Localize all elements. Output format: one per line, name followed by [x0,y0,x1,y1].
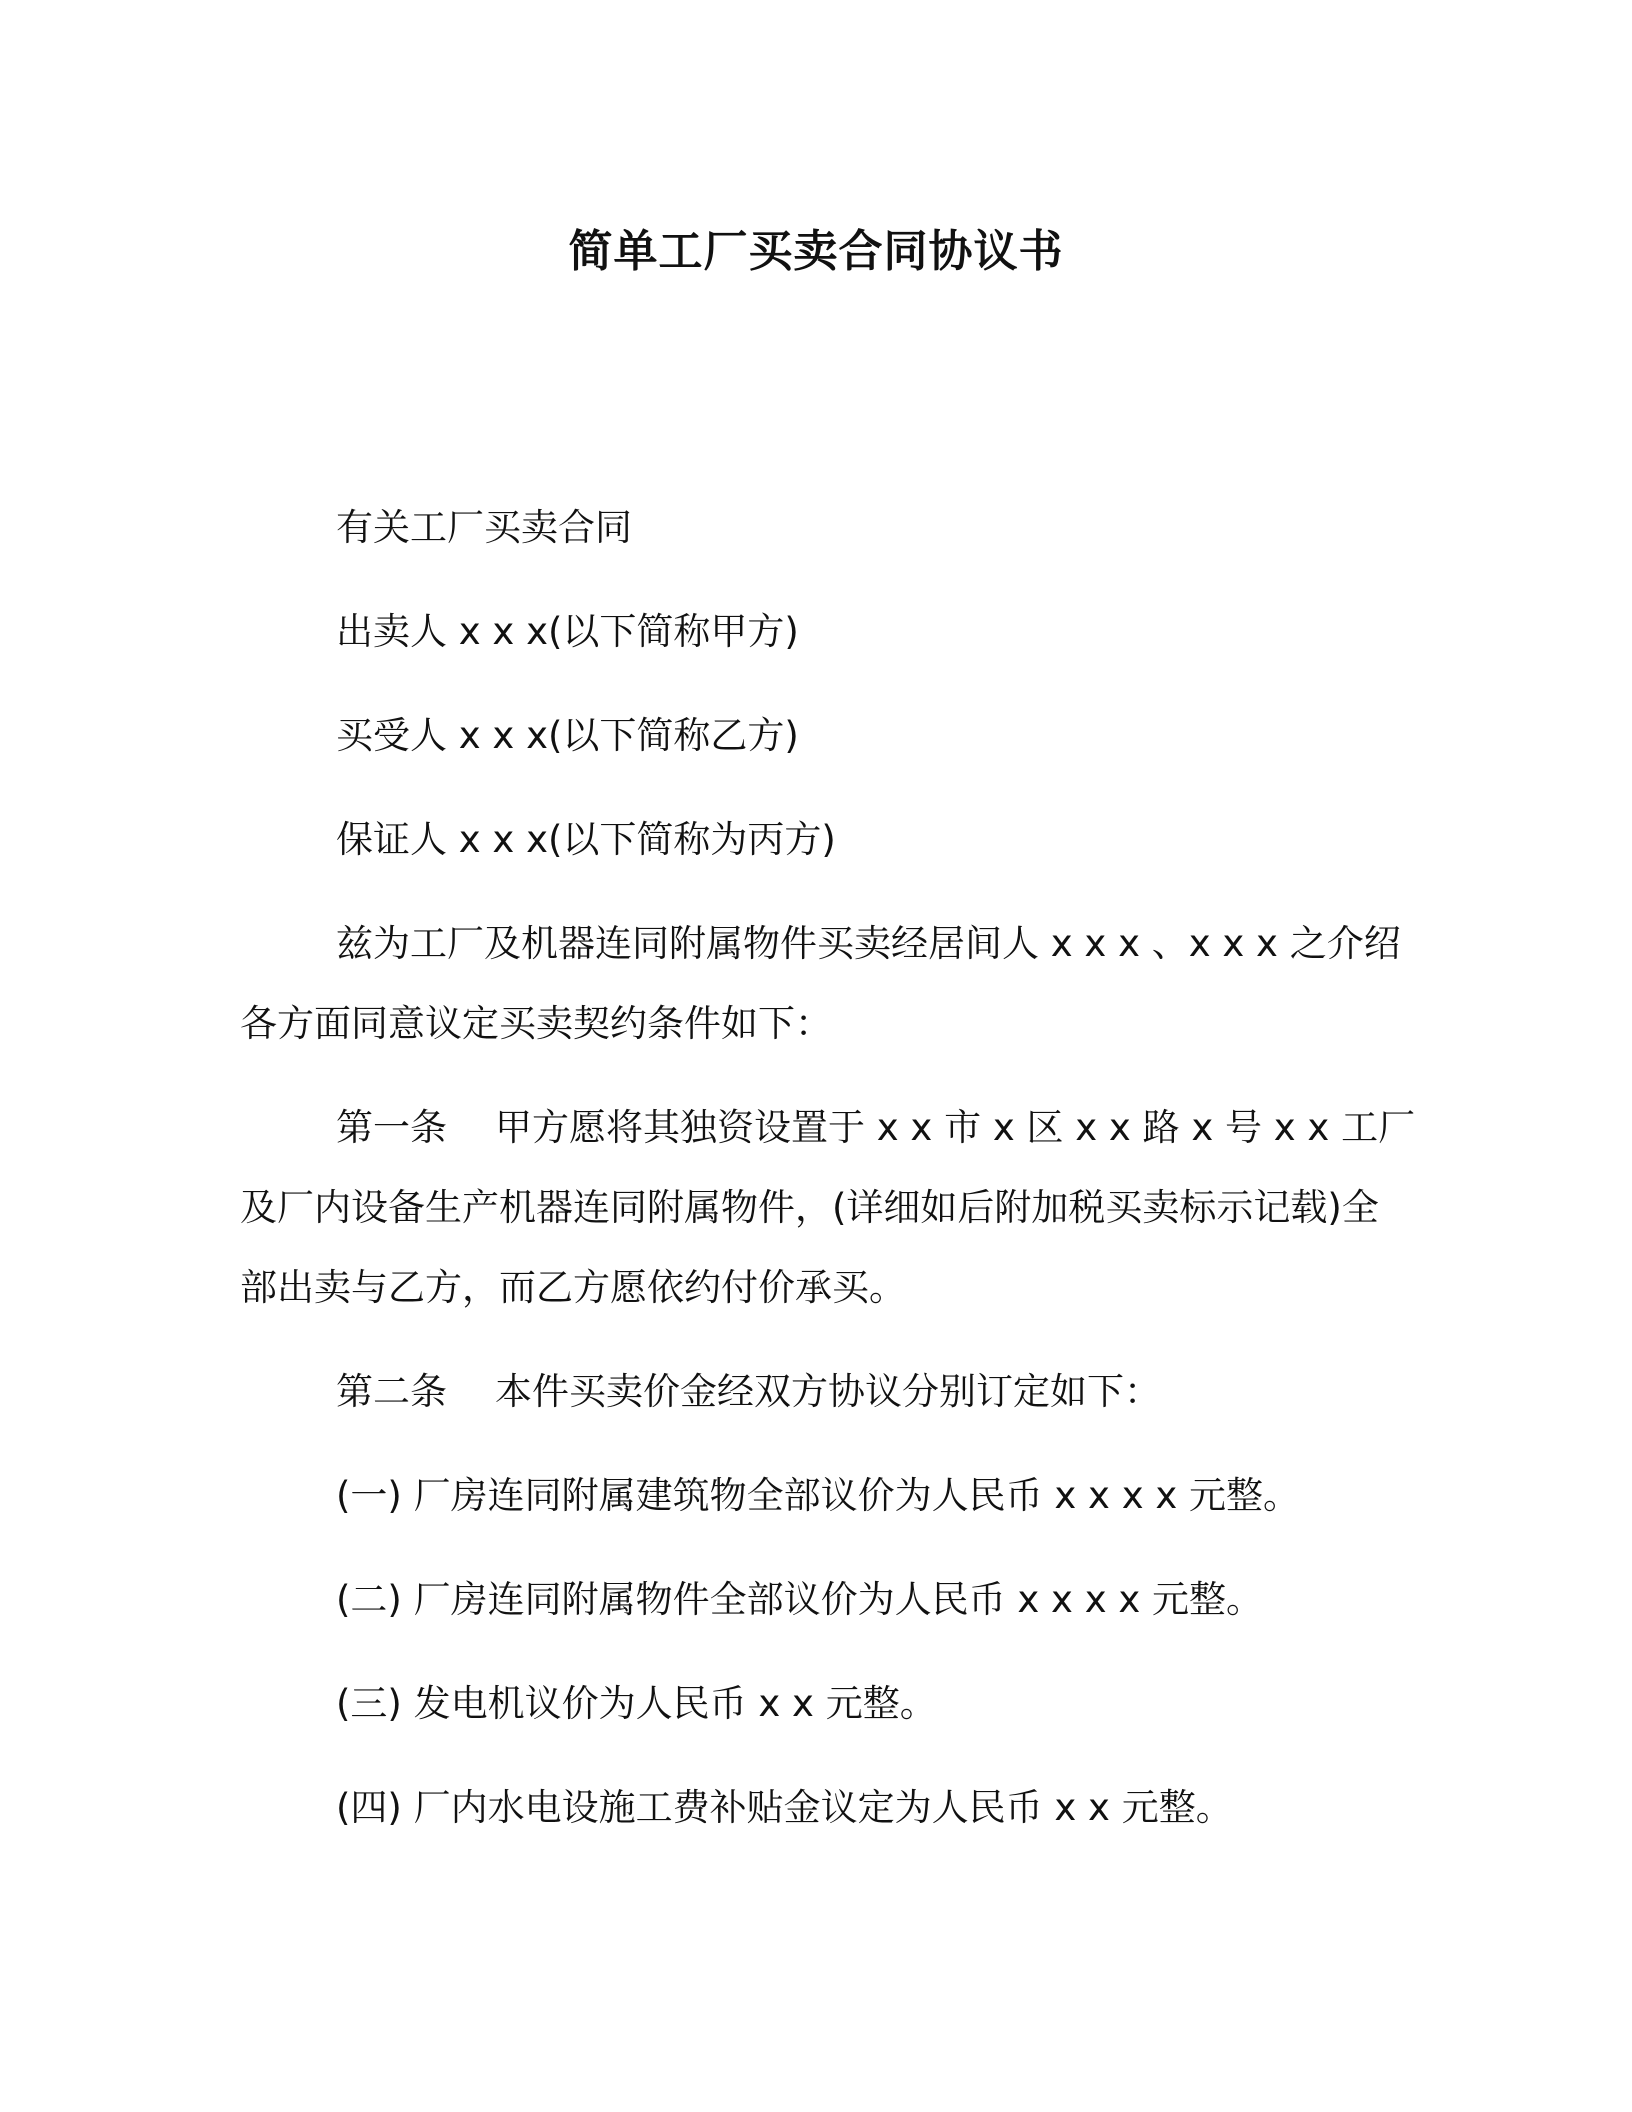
preamble-line-1: 兹为工厂及机器连同附属物件买卖经居间人 x x x 、x x x 之介绍 [336,922,1401,965]
contract-subtitle: 有关工厂买卖合同 [336,506,632,549]
price-item-2: (二) 厂房连同附属物件全部议价为人民币 x x x x 元整。 [336,1578,1264,1621]
party-buyer: 买受人 x x x(以下简称乙方) [336,714,799,757]
party-guarantor: 保证人 x x x(以下简称为丙方) [336,818,836,861]
article-1-text: 甲方愿将其独资设置于 x x 市 x 区 x x 路 x 号 x x 工厂 [495,1106,1416,1149]
price-item-1: (一) 厂房连同附属建筑物全部议价为人民币 x x x x 元整。 [336,1474,1301,1517]
party-seller: 出卖人 x x x(以下简称甲方) [336,610,799,653]
article-1-line-2: 及厂内设备生产机器连同附属物件，(详细如后附加税买卖标示记载)全 [240,1186,1379,1229]
article-2-label: 第二条 [336,1370,447,1413]
article-2-line [240,1352,1390,1432]
document-title: 简单工厂买卖合同协议书 [568,226,1064,277]
price-item-4: (四) 厂内水电设施工费补贴金议定为人民币 x x 元整。 [336,1786,1233,1829]
preamble-line-2: 各方面同意议定买卖契约条件如下： [240,1002,832,1045]
document-body [240,488,1416,1848]
article-1-label: 第一条 [336,1106,447,1149]
article-2-text: 本件买卖价金经双方协议分别订定如下： [495,1370,1161,1413]
article-1-line-3: 部出卖与乙方，而乙方愿依约付价承买。 [240,1266,906,1309]
price-item-3: (三) 发电机议价为人民币 x x 元整。 [336,1682,937,1725]
article-1-line-1 [240,1088,1416,1168]
